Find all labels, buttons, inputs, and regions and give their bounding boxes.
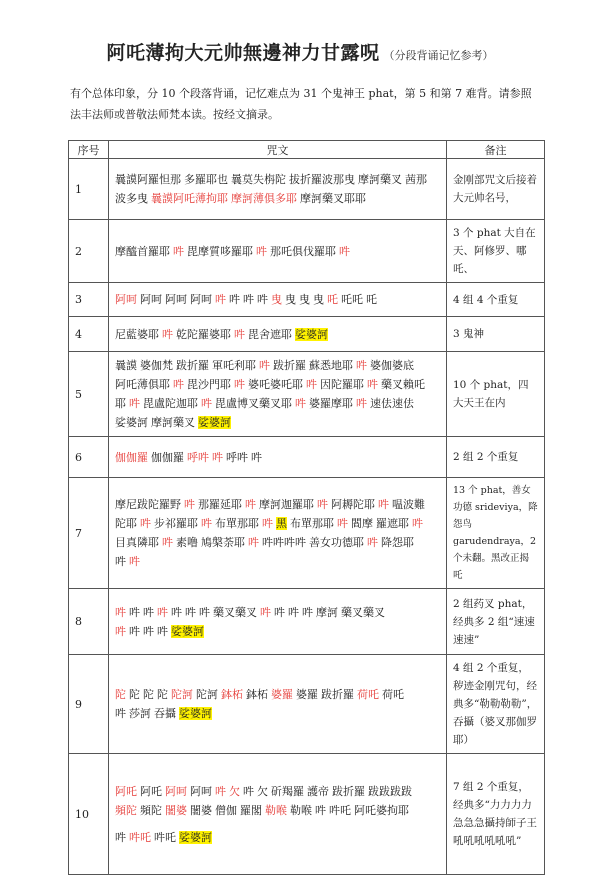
syllable: 陀訶	[196, 688, 218, 701]
syllable: 波多曳	[115, 192, 148, 205]
syllable: 婆羅	[296, 688, 318, 701]
highlighted-syllable: 娑婆訶	[171, 624, 204, 638]
syllable: 僧伽	[215, 803, 237, 817]
mantra-text	[109, 754, 447, 875]
red-syllable: 吽	[212, 450, 223, 464]
row-note: 2 组药叉 phat，经典多 2 组“速速速速”	[447, 589, 545, 655]
syllable: 摩訶藥叉耶耶	[300, 192, 366, 205]
syllable: 布單那耶	[290, 517, 334, 530]
syllable: 吽	[143, 605, 154, 619]
syllable: 吽	[251, 450, 262, 464]
syllable: 速佉速佉	[370, 397, 414, 410]
red-syllable: 陀	[115, 688, 126, 701]
syllable: 吽	[199, 605, 210, 619]
syllable: 步祁羅耶	[154, 517, 198, 530]
red-syllable: 吽	[234, 327, 245, 341]
highlighted-syllable: 黑	[276, 517, 287, 530]
mantra-text	[109, 589, 447, 655]
mantra-line	[115, 801, 440, 820]
row-index: 7	[69, 478, 109, 589]
table-row	[69, 589, 545, 655]
row-index: 8	[69, 589, 109, 655]
mantra-table	[68, 140, 545, 875]
mantra-line	[115, 356, 440, 375]
row-index: 4	[69, 317, 109, 352]
row-note: 金刚部咒文后接着大元帅名号，	[447, 159, 545, 220]
syllable: 吽	[129, 624, 140, 638]
highlighted-syllable: 娑婆訶	[198, 416, 231, 429]
syllable: 善女功德耶	[309, 536, 364, 549]
mantra-text	[109, 437, 447, 478]
syllable: 婆羅摩耶	[309, 397, 353, 410]
syllable: 娑婆訶	[115, 416, 148, 429]
red-syllable: 吽	[295, 397, 306, 410]
mantra-text	[109, 317, 447, 352]
syllable: 勒喉	[290, 803, 312, 817]
mantra-line	[115, 782, 440, 801]
red-syllable: 欠	[229, 784, 240, 798]
syllable: 阿吒	[140, 784, 162, 798]
row-index: 5	[69, 352, 109, 437]
red-syllable: 吽	[356, 359, 367, 372]
syllable: 鳩槃荼耶	[201, 536, 245, 549]
syllable: 藥叉賴吒	[381, 378, 425, 391]
red-syllable: 吽	[184, 498, 195, 511]
mantra-text	[109, 655, 447, 754]
red-syllable: 吽	[173, 244, 184, 258]
red-syllable: 吽	[215, 293, 226, 306]
red-syllable: 吽	[262, 517, 273, 530]
syllable: 拔折羅波那曳	[289, 173, 355, 186]
row-index: 1	[69, 159, 109, 220]
mantra-line	[115, 828, 440, 847]
red-syllable: 阿呵	[165, 784, 187, 798]
red-syllable: 吽吒	[129, 830, 151, 844]
red-syllable: 吽	[215, 784, 226, 798]
mantra-line	[115, 552, 440, 571]
red-syllable: 陀訶	[171, 688, 193, 701]
mantra-line	[115, 413, 440, 432]
syllable: 吽	[157, 624, 168, 638]
mantra-line	[115, 325, 440, 344]
document-title	[0, 38, 600, 65]
table-row	[69, 283, 545, 317]
red-syllable: 吽	[367, 378, 378, 391]
syllable: 吽	[243, 784, 254, 798]
syllable: 曳	[285, 293, 296, 306]
red-syllable: 吽	[162, 536, 173, 549]
syllable: 降怨耶	[381, 536, 414, 549]
red-syllable: 吽	[173, 378, 184, 391]
syllable: 阿吒薄俱耶	[115, 378, 170, 391]
table-row	[69, 754, 545, 875]
red-syllable: 摩訶薄俱多耶	[231, 192, 297, 205]
row-note: 2 组 2 个重复	[447, 437, 545, 478]
syllable: 吽	[315, 803, 326, 817]
syllable: 陀	[157, 688, 168, 701]
syllable: 頻陀	[140, 803, 162, 817]
row-index: 3	[69, 283, 109, 317]
syllable: 乾陀羅婆耶	[176, 327, 231, 341]
syllable: 吽	[171, 605, 182, 619]
syllable: 阿呵	[165, 293, 187, 306]
mantra-line	[115, 495, 440, 514]
syllable: 羅遮耶	[376, 517, 409, 530]
syllable: 因陀羅耶	[320, 378, 364, 391]
red-syllable: 頻陀	[115, 803, 137, 817]
syllable: 曳	[313, 293, 324, 306]
syllable: 嗢波難	[392, 498, 425, 511]
syllable: 阿耨陀耶	[331, 498, 375, 511]
table-row	[69, 159, 545, 220]
red-syllable: 吽	[115, 624, 126, 638]
mantra-text	[109, 478, 447, 589]
red-syllable: 吽	[356, 397, 367, 410]
syllable: 摩訶藥叉	[358, 173, 402, 186]
syllable: 曩謨	[115, 359, 137, 372]
syllable: 蘇悉地耶	[309, 359, 353, 372]
red-syllable: 婆羅	[271, 688, 293, 701]
table-row	[69, 655, 545, 754]
syllable: 軍吒利耶	[212, 359, 256, 372]
red-syllable: 吽	[412, 517, 423, 530]
mantra-text	[109, 352, 447, 437]
table-row	[69, 437, 545, 478]
red-syllable: 吽	[259, 359, 270, 372]
syllable: 吽吒	[329, 803, 351, 817]
mantra-line	[115, 394, 440, 413]
red-syllable: 闍婆	[165, 803, 187, 817]
syllable: 多羅耶也	[184, 173, 228, 186]
mantra-line	[115, 242, 440, 261]
syllable: 摩訶藥叉	[151, 416, 195, 429]
highlighted-syllable: 娑婆訶	[179, 707, 212, 720]
mantra-line	[115, 170, 440, 189]
syllable: 尼藍婆耶	[115, 327, 159, 341]
syllable: 毘摩質哆羅耶	[187, 244, 253, 258]
syllable: 跋跋跋跋	[368, 784, 412, 798]
title-main: 阿吒薄拘大元帅無邊神力甘露呪	[106, 42, 380, 64]
mantra-line	[115, 704, 440, 723]
red-syllable: 吽	[256, 244, 267, 258]
syllable: 吒	[366, 293, 377, 306]
syllable: 摩訶迦羅耶	[259, 498, 314, 511]
row-note: 13 个 phat，善女功德 srideviya，降怨鸟 garudendraya，2 个未翻。黑改正揭吒	[447, 478, 545, 589]
red-syllable: 吽	[140, 517, 151, 530]
syllable: 陀耶	[115, 517, 137, 530]
syllable: 摩訶	[316, 605, 338, 619]
syllable: 阿呵	[190, 293, 212, 306]
mantra-line	[115, 820, 440, 828]
mantra-text	[109, 159, 447, 220]
red-syllable: 吽	[245, 498, 256, 511]
syllable: 吽	[115, 555, 126, 568]
table-row	[69, 317, 545, 352]
red-syllable: 呼吽	[187, 450, 209, 464]
syllable: 伽伽羅	[151, 450, 184, 464]
syllable: 藥叉藥叉	[341, 605, 385, 619]
syllable: 吽	[229, 293, 240, 306]
red-syllable: 勒喉	[265, 803, 287, 817]
red-syllable: 吽	[367, 536, 378, 549]
row-index: 2	[69, 220, 109, 283]
red-syllable: 曩謨阿吒薄拘耶	[151, 192, 228, 205]
syllable: 吽	[302, 605, 313, 619]
syllable: 阿呵	[190, 784, 212, 798]
red-syllable: 吽	[201, 397, 212, 410]
red-syllable: 吽	[129, 555, 140, 568]
header-index: 序号	[69, 141, 109, 159]
syllable: 阿呵	[140, 293, 162, 306]
syllable: 吞攝	[154, 707, 176, 720]
table-row	[69, 352, 545, 437]
mantra-line	[115, 375, 440, 394]
row-index: 9	[69, 655, 109, 754]
red-syllable: 吽	[129, 397, 140, 410]
red-syllable: 吽	[306, 378, 317, 391]
syllable: 婆吒婆吒耶	[248, 378, 303, 391]
syllable: 吽	[257, 293, 268, 306]
table-row	[69, 478, 545, 589]
syllable: 欠	[257, 784, 268, 798]
syllable: 吽	[115, 707, 126, 720]
red-syllable: 吽	[317, 498, 328, 511]
syllable: 婆伽婆底	[370, 359, 414, 372]
syllable: 跋折羅	[176, 359, 209, 372]
syllable: 跋折羅	[273, 359, 306, 372]
row-note: 10 个 phat，四大天王在内	[447, 352, 545, 437]
syllable: 護帝	[307, 784, 329, 798]
syllable: 跋折羅	[321, 688, 354, 701]
header-notes: 备注	[447, 141, 545, 159]
red-syllable: 吽	[248, 536, 259, 549]
red-syllable: 鉢柘	[221, 688, 243, 701]
syllable: 莎訶	[129, 707, 151, 720]
mantra-line	[115, 533, 440, 552]
syllable: 荷吒	[382, 688, 404, 701]
syllable: 吽吒	[154, 830, 176, 844]
red-syllable: 吽	[260, 605, 271, 619]
table-row	[69, 220, 545, 283]
syllable: 曩莫失栴陀	[231, 173, 286, 186]
red-syllable: 曳	[271, 293, 282, 306]
syllable: 閻摩	[351, 517, 373, 530]
syllable: 摩尼跋陀羅野	[115, 498, 181, 511]
red-syllable: 吽	[162, 327, 173, 341]
row-note: 7 组 2 个重复，经典多“力力力力急急急攝持師子王吼吼吼吼吼吼”	[447, 754, 545, 875]
mantra-line	[115, 603, 440, 622]
syllable: 吽	[243, 293, 254, 306]
syllable: 羅閣	[240, 803, 262, 817]
row-index: 6	[69, 437, 109, 478]
syllable: 目真隣耶	[115, 536, 159, 549]
syllable: 吽吽吽吽	[262, 536, 306, 549]
red-syllable: 吽	[115, 605, 126, 619]
syllable: 素噜	[176, 536, 198, 549]
syllable: 曩謨阿羅怛那	[115, 173, 181, 186]
syllable: 鉢柘	[246, 688, 268, 701]
syllable: 呼吽	[226, 450, 248, 464]
title-subtitle: （分段背诵记忆参考）	[383, 49, 494, 62]
syllable: 吽	[288, 605, 299, 619]
row-note: 3 个 phat 大自在天、阿修罗、哪吒、	[447, 220, 545, 283]
syllable: 阿吒婆拘耶	[354, 803, 409, 817]
row-note: 4 组 2 个重复，秽迹金刚咒句，经典多“勒勒勒勒”，吞攝（婆叉那伽罗耶）	[447, 655, 545, 754]
red-syllable: 荷吒	[357, 688, 379, 701]
red-syllable: 吽	[378, 498, 389, 511]
syllable: 毘盧博叉藥叉耶	[215, 397, 292, 410]
syllable: 吽	[274, 605, 285, 619]
red-syllable: 伽伽羅	[115, 450, 148, 464]
mantra-line	[115, 622, 440, 641]
syllable: 闍婆	[190, 803, 212, 817]
syllable: 曳	[299, 293, 310, 306]
mantra-line	[115, 514, 440, 533]
syllable: 那吒俱伐羅耶	[270, 244, 336, 258]
syllable: 吽	[185, 605, 196, 619]
syllable: 吽	[115, 830, 126, 844]
syllable: 斫羯羅	[271, 784, 304, 798]
syllable: 藥叉藥叉	[213, 605, 257, 619]
mantra-text	[109, 283, 447, 317]
highlighted-syllable: 娑婆訶	[179, 830, 212, 844]
mantra-line	[115, 189, 440, 208]
row-index: 10	[69, 754, 109, 875]
mantra-line	[115, 685, 440, 704]
red-syllable: 阿吒	[115, 784, 137, 798]
syllable: 毘盧陀迦耶	[143, 397, 198, 410]
row-note: 3 鬼神	[447, 317, 545, 352]
syllable: 毘沙門耶	[187, 378, 231, 391]
red-syllable: 吽	[201, 517, 212, 530]
highlighted-syllable: 娑婆訶	[295, 327, 328, 341]
mantra-text	[109, 220, 447, 283]
syllable: 跋折羅	[332, 784, 365, 798]
syllable: 毘舍遮耶	[248, 327, 292, 341]
red-syllable: 吽	[157, 605, 168, 619]
syllable: 那羅延耶	[198, 498, 242, 511]
red-syllable: 吽	[337, 517, 348, 530]
syllable: 吽	[129, 605, 140, 619]
header-mantra: 咒文	[109, 141, 447, 159]
syllable: 陀	[143, 688, 154, 701]
syllable: 摩醯首羅耶	[115, 244, 170, 258]
red-syllable: 吽	[339, 244, 350, 258]
red-syllable: 吽	[234, 378, 245, 391]
syllable: 婆伽梵	[140, 359, 173, 372]
syllable: 陀	[129, 688, 140, 701]
syllable: 吒吒	[341, 293, 363, 306]
syllable: 吽	[143, 624, 154, 638]
mantra-line	[115, 290, 440, 309]
syllable: 耶	[115, 397, 126, 410]
red-syllable: 吒	[327, 293, 338, 306]
syllable: 茜那	[405, 173, 427, 186]
table-header-row	[69, 141, 545, 159]
row-note: 4 组 4 个重复	[447, 283, 545, 317]
red-syllable: 阿呵	[115, 293, 137, 306]
syllable: 布單那耶	[215, 517, 259, 530]
mantra-line	[115, 448, 440, 467]
intro-paragraph: 有个总体印象，分 10 个段落背诵，记忆难点为 31 个鬼神王 phat，第 5 和第 7 难背。请参照法丰法师或普敬法师梵本读。按经文摘录。	[70, 87, 532, 121]
